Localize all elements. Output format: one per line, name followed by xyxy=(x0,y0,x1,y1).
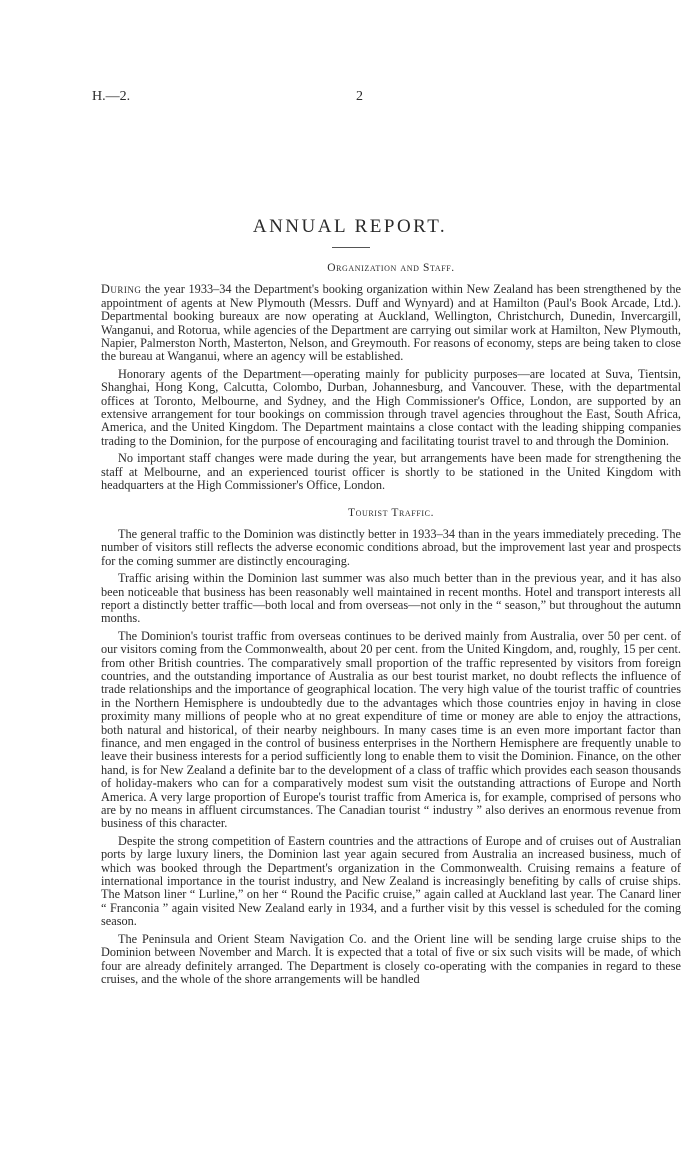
report-reference: H.—2. xyxy=(92,89,131,104)
paragraph: Despite the strong competition of Eastern countries and the attractions of Europe and of cruises out of Australian ports by large luxury liners, the Dominion last year again secured from Australia an increased business, much of which was booked through the Department's organization in the Commonwealth. Cruising remains a feature of international importance in the tourist industry, and New Zealand is increasingly benefiting by calls of cruise ships. The Matson liner “ Lurline,” on her “ Round the Pacific cruise,” again called at Auckland last year. The Canard liner “ Franconia ” again visited New Zealand early in 1934, and a further visit by this vessel is scheduled for the coming season. xyxy=(101,833,681,929)
paragraph: Traffic arising within the Dominion last summer was also much better than in the previous year, and it has also been noticeable that business has been reasonably well maintained in recent months. Hotel and transport interests all report a distinctly better traffic—both local and from overseas—not only in the “ season,” but throughout the autumn months. xyxy=(101,571,681,626)
title-divider xyxy=(332,247,370,248)
paragraph: The Dominion's tourist traffic from overseas continues to be derived mainly from Australia, over 50 per cent. of our visitors coming from the Commonwealth, about 20 per cent. from the United Kingdom, and, roughly, 15 per cent. from other British countries. The comparatively small proportion of the traffic represented by visitors from foreign countries, and the outstanding importance of Australia as our best tourist market, no doubt reflects the influence of trade relationships and the importance of geographical location. The very high value of the tourist traffic of countries in the Northern Hemisphere is undoubtedly due to the advantages which those countries enjoy in having in close proximity many millions of people who at no great expenditure of time or money are able to enjoy the attractions, both natural and historical, of their nearby neighbours. In many cases time is an even more important factor than finance, and men engaged in the control of business enterprises in the Northern Hemisphere are frequently unable to leave their business interests for a period sufficiently long to enable them to visit the Dominion. Finance, on the other hand, is for New Zealand a definite bar to the development of a class of traffic which provides each season thousands of holiday-makers who can for a comparatively modest sum visit the outstanding attractions of Europe and North America. A very large proportion of Europe's tourist traffic from America is, for example, comprised of persons who are by no means in affluent circumstances. The Canadian tourist “ industry ” also derives an enormous revenue from business of this character. xyxy=(101,628,681,831)
paragraph xyxy=(101,283,681,363)
paragraph: The general traffic to the Dominion was distinctly better in 1933–34 than in the years immediately preceding. The number of visitors still reflects the adverse economic conditions abroad, but the improvement last year and prospects for the coming summer are distinctly encouraging. xyxy=(101,526,681,568)
page-number: 2 xyxy=(356,89,363,104)
paragraph: No important staff changes were made during the year, but arrangements have been made for strengthening the staff at Melbourne, and an experienced tourist officer is shortly to be stationed in the United Kingdom with headquarters at the High Commissioner's Office, London. xyxy=(101,451,681,493)
paragraph-text: the year 1933–34 the Department's booking organization within New Zealand has been strengthened by the appointment of agents at New Plymouth (Messrs. Duff and Wynyard) and at Hamilton (Paul's Book Arcade, Ltd.). Departmental booking bureaux are now operating at Auckland, Wellington, Christchurch, Dunedin, Invercargill, Wanganui, and Rotorua, while agencies of the Department are carrying out similar work at Hamilton, New Plymouth, Napier, Palmerston North, Masterton, Nelson, and Greymouth. For reasons of economy, steps are being taken to close the bureau at Wanganui, where an agency will be established. xyxy=(101,282,681,364)
paragraph: Honorary agents of the Department—operating mainly for publicity purposes—are located at Suva, Tientsin, Shanghai, Hong Kong, Calcutta, Colombo, Durban, Johannesburg, and Vancouver. These, with the departmental offices at Toronto, Melbourne, and Sydney, and the High Commissioner's Office, London, are supported by an extensive arrangement for tour bookings on commission through travel agencies throughout the East, South Africa, America, and the United Kingdom. The Department maintains a close contact with the leading shipping companies trading to the Dominion, for the purpose of encouraging and facilitating tourist travel to and through the Dominion. xyxy=(101,366,681,448)
section-heading-organization: Organization and Staff. xyxy=(327,262,455,274)
page-title: ANNUAL REPORT. xyxy=(252,216,448,237)
section-heading-tourist-traffic: Tourist Traffic. xyxy=(347,506,435,519)
paragraph-lead-word: During xyxy=(101,282,142,297)
paragraph: The Peninsula and Orient Steam Navigation Co. and the Orient line will be sending large cruise ships to the Dominion between November and March. It is expected that a total of five or six such visits will be made, of which four are already definitely arranged. The Department is closely co-operating with the companies in regard to these cruises, and the whole of the shore arrangements will be handled xyxy=(101,931,681,986)
report-body xyxy=(101,262,681,990)
